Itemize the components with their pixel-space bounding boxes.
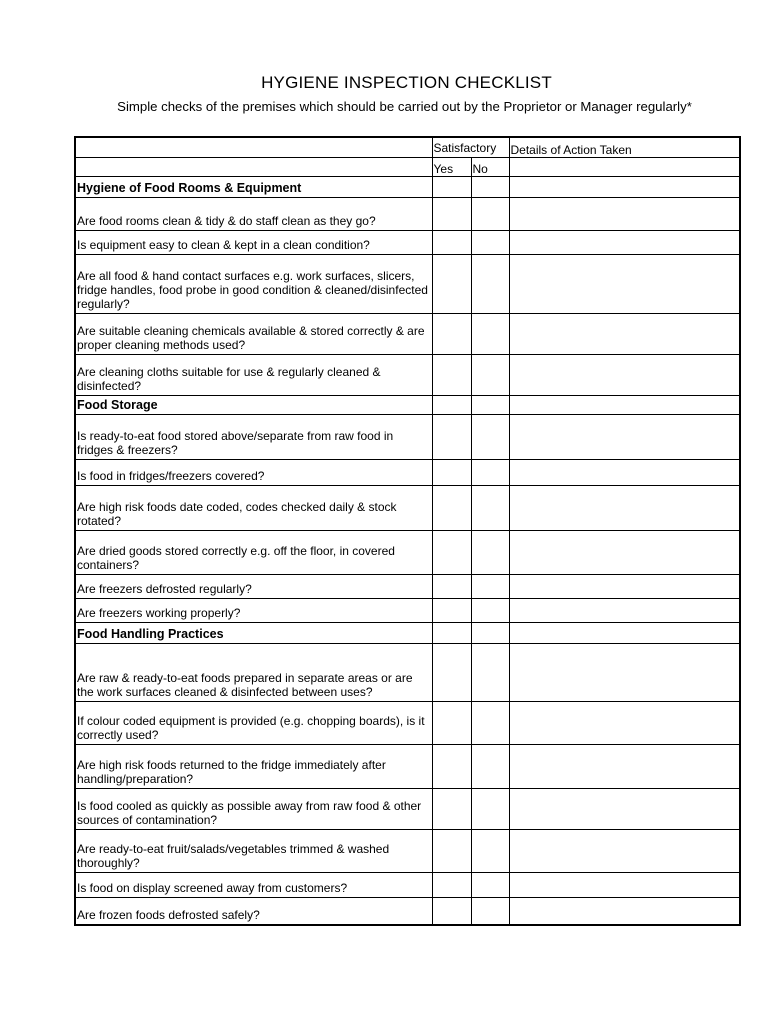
action-cell[interactable] [509,197,740,230]
action-cell[interactable] [509,788,740,829]
action-cell[interactable] [509,230,740,254]
checklist-table [74,136,741,926]
no-header: No [471,157,509,176]
yes-cell[interactable] [432,872,471,897]
question-row [75,197,740,230]
no-cell[interactable] [471,414,509,459]
question-text: Are high risk foods returned to the fridge immediately after handling/preparation? [75,744,432,788]
question-text: Are suitable cleaning chemicals available & stored correctly & are proper cleaning methods used? [75,313,432,354]
question-text: Are freezers defrosted regularly? [75,574,432,598]
yes-cell[interactable] [432,485,471,530]
question-row [75,414,740,459]
question-text: Are freezers working properly? [75,598,432,622]
subheader-blank-cell [75,157,432,176]
question-row [75,897,740,925]
no-cell[interactable] [471,230,509,254]
section-title: Food Handling Practices [75,622,432,643]
action-cell[interactable] [509,701,740,744]
question-row [75,643,740,701]
question-text: If colour coded equipment is provided (e.g. chopping boards), is it correctly used? [75,701,432,744]
action-cell[interactable] [509,395,740,414]
action-cell[interactable] [509,872,740,897]
section-title: Food Storage [75,395,432,414]
action-cell[interactable] [509,485,740,530]
section-title: Hygiene of Food Rooms & Equipment [75,176,432,197]
question-text: Are high risk foods date coded, codes checked daily & stock rotated? [75,485,432,530]
no-cell[interactable] [471,897,509,925]
yes-cell[interactable] [432,744,471,788]
question-text: Are cleaning cloths suitable for use & regularly cleaned & disinfected? [75,354,432,395]
question-row [75,354,740,395]
action-cell[interactable] [509,622,740,643]
header-blank-cell [75,137,432,157]
yes-cell[interactable] [432,530,471,574]
yes-cell[interactable] [432,313,471,354]
action-cell[interactable] [509,530,740,574]
no-cell[interactable] [471,197,509,230]
subheader-details-cell [509,157,740,176]
no-cell[interactable] [471,598,509,622]
question-text: Are all food & hand contact surfaces e.g. work surfaces, slicers, fridge handles, food probe in good condition & cleaned/disinfected regularly? [75,254,432,313]
no-cell[interactable] [471,485,509,530]
no-cell[interactable] [471,788,509,829]
question-row [75,872,740,897]
yes-cell[interactable] [432,395,471,414]
no-cell[interactable] [471,313,509,354]
subheader-row [75,157,740,176]
question-text: Is equipment easy to clean & kept in a clean condition? [75,230,432,254]
no-cell[interactable] [471,622,509,643]
question-row [75,788,740,829]
action-cell[interactable] [509,354,740,395]
yes-cell[interactable] [432,230,471,254]
no-cell[interactable] [471,354,509,395]
no-cell[interactable] [471,459,509,485]
no-cell[interactable] [471,530,509,574]
yes-cell[interactable] [432,788,471,829]
no-cell[interactable] [471,744,509,788]
question-row [75,230,740,254]
document-title: HYGIENE INSPECTION CHECKLIST [261,73,552,92]
no-cell[interactable] [471,829,509,872]
action-cell[interactable] [509,459,740,485]
yes-cell[interactable] [432,829,471,872]
yes-cell[interactable] [432,176,471,197]
question-text: Are raw & ready-to-eat foods prepared in separate areas or are the work surfaces cleaned & disinfected between uses? [75,643,432,701]
yes-cell[interactable] [432,414,471,459]
question-text: Is food on display screened away from customers? [75,872,432,897]
no-cell[interactable] [471,872,509,897]
question-text: Is food in fridges/freezers covered? [75,459,432,485]
question-row [75,829,740,872]
satisfactory-label: Satisfactory [433,140,497,155]
yes-cell[interactable] [432,354,471,395]
yes-cell[interactable] [432,574,471,598]
action-cell[interactable] [509,744,740,788]
question-text: Are food rooms clean & tidy & do staff clean as they go? [75,197,432,230]
question-row [75,574,740,598]
question-row [75,598,740,622]
no-cell[interactable] [471,701,509,744]
yes-cell[interactable] [432,197,471,230]
action-cell[interactable] [509,897,740,925]
details-header: Details of Action Taken [509,137,740,157]
action-cell[interactable] [509,598,740,622]
section-row [75,395,740,414]
section-row [75,176,740,197]
yes-cell[interactable] [432,643,471,701]
yes-cell[interactable] [432,897,471,925]
no-cell[interactable] [471,176,509,197]
question-text: Are frozen foods defrosted safely? [75,897,432,925]
action-cell[interactable] [509,643,740,701]
action-cell[interactable] [509,829,740,872]
question-row [75,459,740,485]
question-row [75,254,740,313]
yes-cell[interactable] [432,254,471,313]
action-cell[interactable] [509,574,740,598]
satisfactory-header [432,137,497,157]
question-row [75,313,740,354]
question-text: Is ready-to-eat food stored above/separate from raw food in fridges & freezers? [75,414,432,459]
question-text: Is food cooled as quickly as possible away from raw food & other sources of contamination? [75,788,432,829]
action-cell[interactable] [509,254,740,313]
question-text: Are ready-to-eat fruit/salads/vegetables trimmed & washed thoroughly? [75,829,432,872]
yes-cell[interactable] [432,622,471,643]
document-subtitle: Simple checks of the premises which should be carried out by the Proprietor or Manager regularly* [117,99,692,114]
no-cell[interactable] [471,395,509,414]
yes-header: Yes [432,157,471,176]
question-text: Are dried goods stored correctly e.g. off the floor, in covered containers? [75,530,432,574]
no-cell[interactable] [471,643,509,701]
header-row [75,137,740,157]
yes-cell[interactable] [432,701,471,744]
section-row [75,622,740,643]
action-cell[interactable] [509,313,740,354]
yes-cell[interactable] [432,598,471,622]
action-cell[interactable] [509,176,740,197]
question-row [75,701,740,744]
no-cell[interactable] [471,254,509,313]
question-row [75,485,740,530]
yes-cell[interactable] [432,459,471,485]
question-row [75,530,740,574]
question-row [75,744,740,788]
no-cell[interactable] [471,574,509,598]
action-cell[interactable] [509,414,740,459]
